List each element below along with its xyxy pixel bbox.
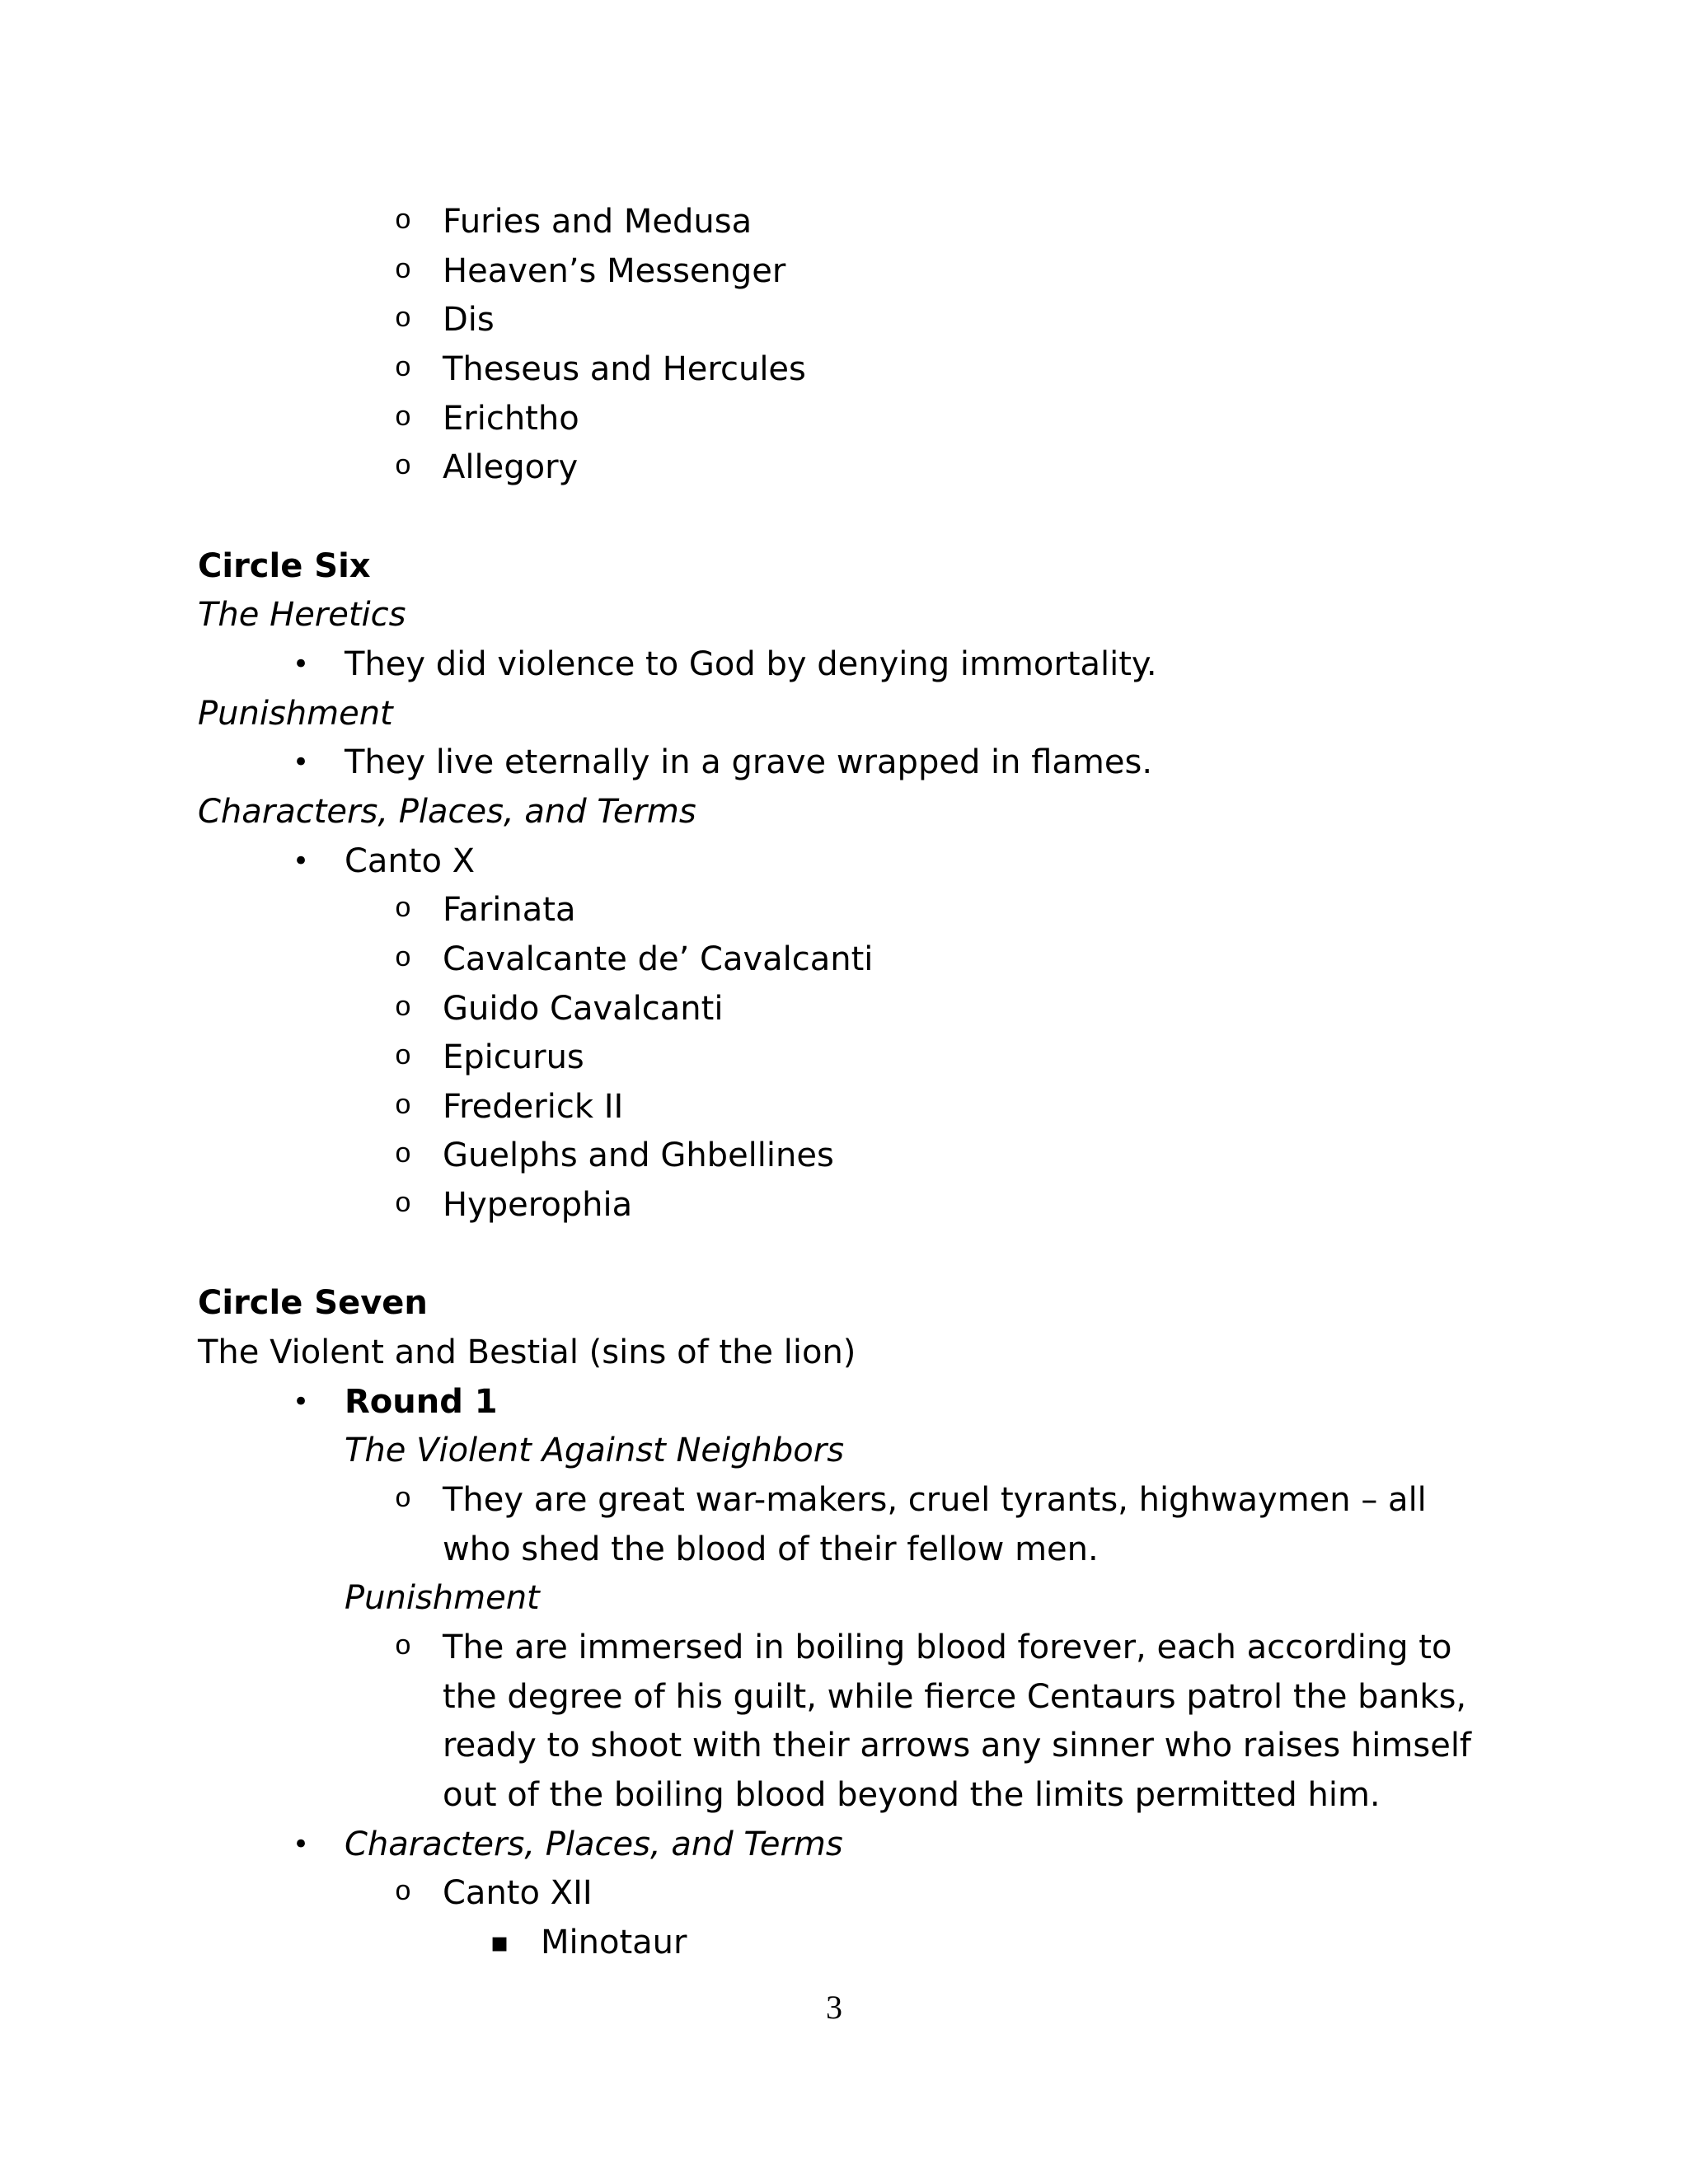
sublist-item-continuation xyxy=(0,1673,1688,1722)
sublist-item xyxy=(0,1132,1688,1181)
term-text: Frederick II xyxy=(443,1087,624,1126)
sublist-item-text: The are immersed in boiling blood forever, each according to xyxy=(443,1629,1452,1667)
hollow-bullet-marker: o xyxy=(394,1632,412,1664)
sublist-item-text: ready to shoot with their arrows any sinner who raises himself xyxy=(443,1727,1472,1765)
sublist-item-text: out of the boiling blood beyond the limits permitted him. xyxy=(443,1776,1381,1814)
sublist-item-continuation xyxy=(0,1771,1688,1821)
term-text: Epicurus xyxy=(443,1038,584,1077)
hollow-bullet-marker: o xyxy=(394,452,412,484)
list-item-text: They live eternally in a grave wrapped in flames. xyxy=(345,743,1153,782)
list-item xyxy=(0,738,1688,788)
section-heading: Circle Seven xyxy=(198,1284,428,1323)
bullet-marker: • xyxy=(292,844,310,878)
hollow-bullet-marker: o xyxy=(394,894,412,926)
sublist-item xyxy=(0,395,1688,444)
sublist-item-text: who shed the blood of their fellow men. xyxy=(443,1530,1099,1568)
terms-label: Characters, Places, and Terms xyxy=(345,1825,843,1863)
hollow-bullet-marker: o xyxy=(394,1140,412,1172)
sublist-item xyxy=(0,1083,1688,1132)
sublist-item xyxy=(0,935,1688,985)
sublist-item xyxy=(0,1476,1688,1526)
blank-line xyxy=(0,493,1688,542)
round-title: Round 1 xyxy=(345,1382,498,1421)
sublist-item xyxy=(0,1624,1688,1673)
hollow-bullet-marker: o xyxy=(394,1042,412,1074)
square-bullet-marker: ▪ xyxy=(490,1925,509,1959)
section-heading: Circle Six xyxy=(198,546,371,585)
punishment-label: Punishment xyxy=(198,694,393,733)
bullet-marker: • xyxy=(292,746,310,780)
sublist-item-text: Heaven’s Messenger xyxy=(443,251,786,290)
term-text: Hyperophia xyxy=(443,1186,633,1225)
sublist-item xyxy=(0,1869,1688,1919)
sublist-item-text: Dis xyxy=(443,301,495,340)
page-number: 3 xyxy=(826,1989,842,2026)
terms-label-row xyxy=(0,788,1688,837)
term-text: Guido Cavalcanti xyxy=(443,989,724,1028)
sublist-item xyxy=(0,1033,1688,1083)
sublist-item xyxy=(0,1181,1688,1230)
bullet-marker: • xyxy=(292,1827,310,1861)
sublist-item-text: Furies and Medusa xyxy=(443,203,753,241)
section-subtitle: The Violent and Bestial (sins of the lion) xyxy=(198,1333,856,1372)
term-text: Minotaur xyxy=(541,1923,687,1961)
page-content xyxy=(0,198,1688,1968)
list-item xyxy=(0,837,1688,887)
punishment-label-row xyxy=(0,1574,1688,1624)
sublist-item xyxy=(0,985,1688,1034)
hollow-bullet-marker: o xyxy=(394,353,412,385)
term-text: Cavalcante de’ Cavalcanti xyxy=(443,940,874,978)
sinners-label: The Heretics xyxy=(198,596,406,635)
sinners-label-row xyxy=(0,1427,1688,1476)
list-item xyxy=(0,640,1688,690)
list-item xyxy=(0,1378,1688,1427)
hollow-bullet-marker: o xyxy=(394,206,412,237)
sublist-item xyxy=(0,886,1688,935)
section-heading-circle-six xyxy=(0,542,1688,592)
section-heading-circle-seven xyxy=(0,1279,1688,1329)
canto-label: Canto XII xyxy=(443,1874,593,1913)
hollow-bullet-marker: o xyxy=(394,1090,412,1122)
sublist-item-continuation xyxy=(0,1526,1688,1575)
sublist-item-text: They are great war-makers, cruel tyrants, highwaymen – all xyxy=(443,1481,1427,1520)
sublist-item-text: Theseus and Hercules xyxy=(443,349,806,388)
sublist-item xyxy=(0,345,1688,395)
term-text: Guelphs and Ghbellines xyxy=(443,1137,834,1175)
hollow-bullet-marker: o xyxy=(394,255,412,287)
canto-label: Canto X xyxy=(345,841,476,880)
sublist-item xyxy=(0,296,1688,345)
hollow-bullet-marker: o xyxy=(394,1189,412,1221)
sublist-item xyxy=(0,247,1688,297)
sublist-item xyxy=(0,198,1688,247)
hollow-bullet-marker: o xyxy=(394,402,412,434)
sinners-label: The Violent Against Neighbors xyxy=(345,1432,845,1470)
sublist-item-continuation xyxy=(0,1722,1688,1771)
sublist-item xyxy=(0,443,1688,493)
punishment-label: Punishment xyxy=(345,1579,540,1618)
hollow-bullet-marker: o xyxy=(394,1484,412,1516)
hollow-bullet-marker: o xyxy=(394,1877,412,1910)
sublist-item-text: Erichtho xyxy=(443,399,579,438)
hollow-bullet-marker: o xyxy=(394,304,412,336)
bullet-marker: • xyxy=(292,647,310,681)
sublist-item-text: the degree of his guilt, while fierce Centaurs patrol the banks, xyxy=(443,1677,1467,1716)
list-item xyxy=(0,1821,1688,1870)
sinners-label-row xyxy=(0,591,1688,640)
subsublist-item xyxy=(0,1919,1688,1968)
blank-line xyxy=(0,1230,1688,1280)
hollow-bullet-marker: o xyxy=(394,992,412,1024)
bullet-marker: • xyxy=(292,1385,310,1418)
section-subtitle-row xyxy=(0,1329,1688,1378)
list-item-text: They did violence to God by denying immortality. xyxy=(345,644,1157,683)
terms-label: Characters, Places, and Terms xyxy=(198,792,696,831)
term-text: Farinata xyxy=(443,891,576,930)
punishment-label-row xyxy=(0,690,1688,739)
hollow-bullet-marker: o xyxy=(394,943,412,975)
sublist-item-text: Allegory xyxy=(443,448,579,487)
